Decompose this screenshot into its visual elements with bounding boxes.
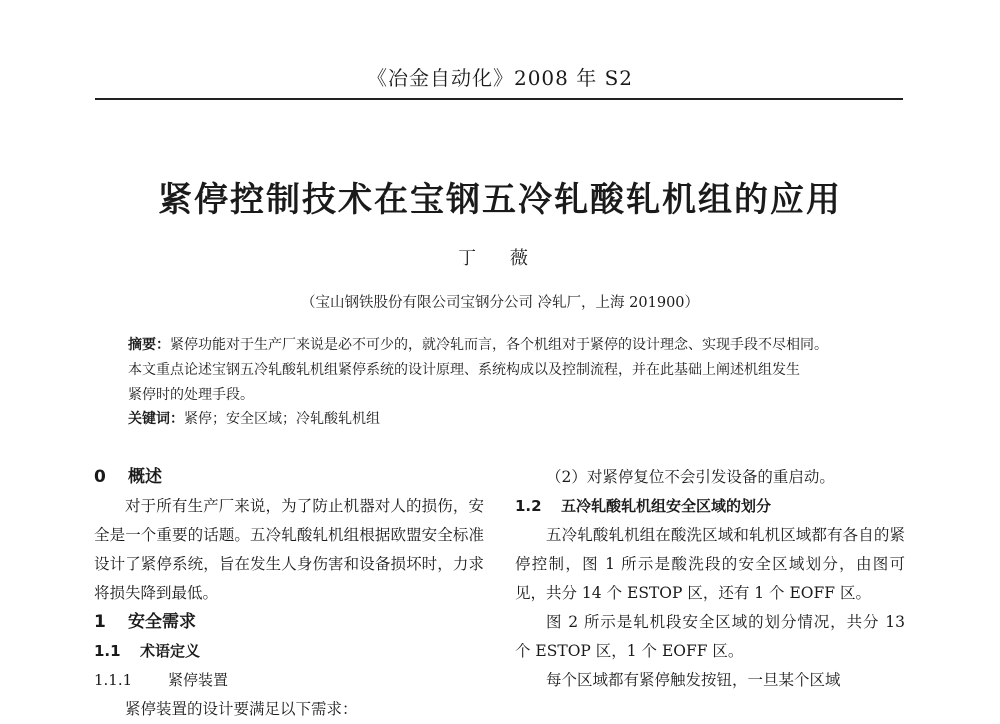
author: 丁 薇 [458, 248, 542, 269]
keywords-label: 关键词： [128, 411, 184, 427]
section-0-heading [94, 463, 484, 492]
section-1-2-paragraph-2: 图 2 所示是轧机段安全区域的划分情况，共分 13 个 ESTOP 区，1 个 EOFF 区。 [515, 613, 905, 660]
abstract [128, 333, 888, 408]
section-1-2-paragraph-3: 每个区域都有紧停触发按钮，一旦某个区域 [546, 671, 841, 689]
abstract-line-2: 本文重点论述宝钢五冷轧酸轧机组紧停系统的设计原理、系统构成以及控制流程，并在此基础上阐述机组发生 [128, 362, 800, 378]
section-0-paragraph: 对于所有生产厂来说，为了防止机器对人的损伤，安全是一个重要的话题。五冷轧酸轧机组根据欧盟安全标准设计了紧停系统，旨在发生人身伤害和设备损坏时，力求将损失降到最低。 [94, 497, 484, 602]
paper-title: 紧停控制技术在宝钢五冷轧酸轧机组的应用 [158, 180, 842, 220]
left-column [94, 463, 484, 724]
section-number: 1.1 [94, 642, 121, 660]
section-1-2-paragraph-1: 五冷轧酸轧机组在酸洗区域和轧机区域都有各自的紧停控制，图 1 所示是酸洗段的安全区域划分，由图可见，共分 14 个 ESTOP 区，还有 1 个 EOFF 区。 [515, 526, 905, 602]
section-number: 1.1.1 [94, 671, 133, 689]
abstract-line-3: 紧停时的处理手段。 [128, 387, 254, 403]
abstract-line-1 [128, 333, 888, 358]
keywords-text: 紧停；安全区域；冷轧酸轧机组 [184, 411, 380, 427]
journal-header: 《冶金自动化》2008 年 S2 [366, 66, 634, 90]
list-item-2: （2）对紧停复位不会引发设备的重启动。 [546, 468, 835, 486]
header-rule [95, 98, 903, 100]
section-1-1-1-heading [94, 666, 484, 695]
section-number: 0 [94, 467, 106, 487]
section-1-heading [94, 608, 484, 637]
section-title: 安全需求 [128, 612, 196, 632]
section-title: 紧停装置 [168, 671, 229, 689]
keywords [128, 408, 888, 428]
section-title: 术语定义 [140, 642, 201, 660]
section-number: 1 [94, 612, 106, 632]
section-title: 概述 [128, 467, 162, 487]
section-title: 五冷轧酸轧机组安全区域的划分 [561, 497, 772, 515]
section-number: 1.2 [515, 497, 542, 515]
affiliation: （宝山钢铁股份有限公司宝钢分公司 冷轧厂，上海 201900） [300, 295, 700, 311]
section-1-1-heading [94, 637, 484, 666]
abstract-text-1: 紧停功能对于生产厂来说是必不可少的，就冷轧而言，各个机组对于紧停的设计理念、实现手段不尽相同。 [170, 337, 828, 353]
section-1-2-heading [515, 492, 905, 521]
section-1-1-1-paragraph: 紧停装置的设计要满足以下需求： [125, 700, 358, 718]
abstract-label: 摘要： [128, 337, 170, 353]
right-column [515, 463, 905, 695]
